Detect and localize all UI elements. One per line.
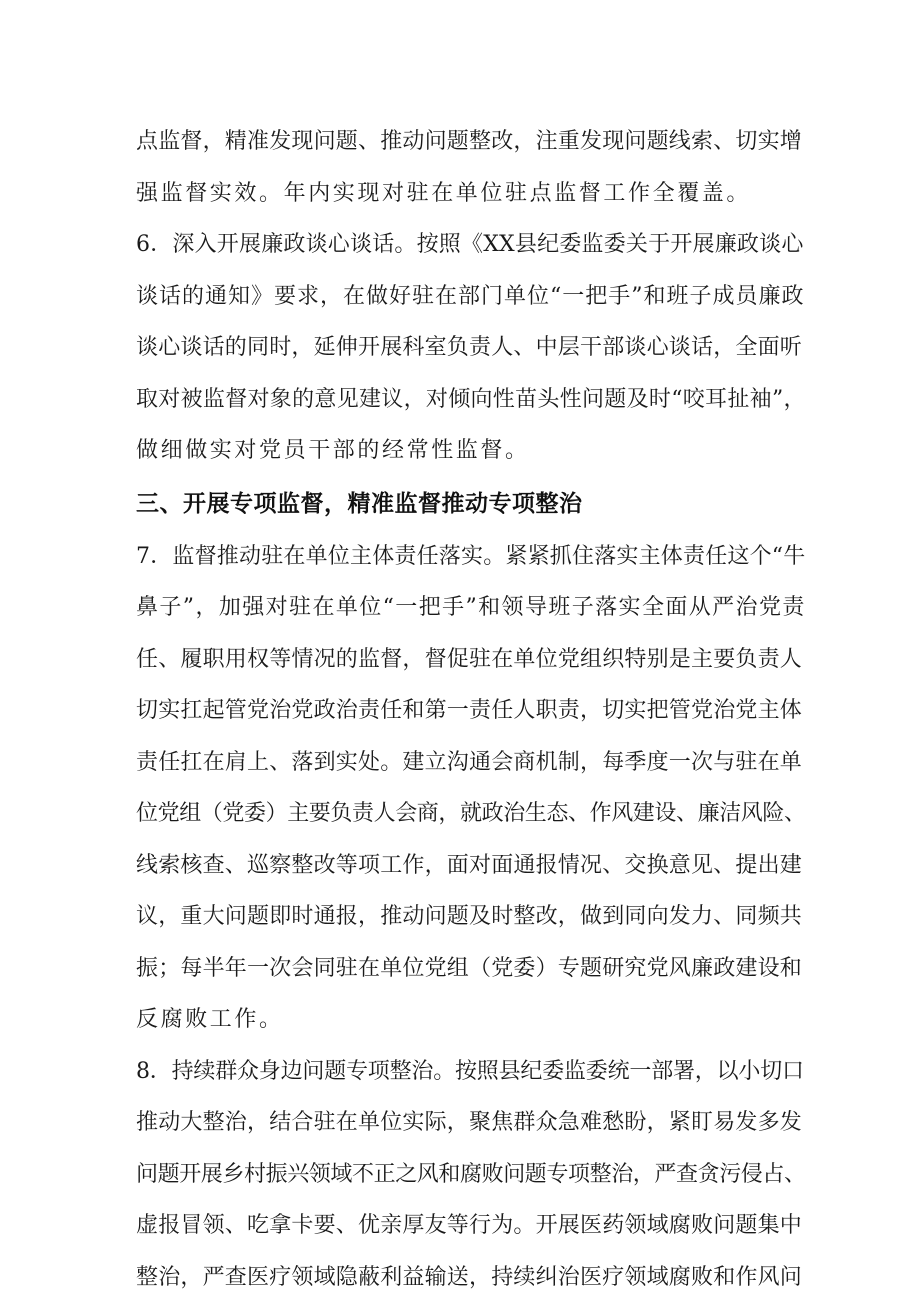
- section-heading: 三、开展专项监督，精准监督推动专项整治: [136, 477, 806, 531]
- text-line: 取对被监督对象的意见建议，对倾向性苗头性问题及时“咬耳扯袖”，: [136, 374, 806, 426]
- paragraph-continued: [136, 116, 806, 219]
- text-line: 问题开展乡村振兴领域不正之风和腐败问题专项整治，严查贪污侵占、: [136, 1149, 806, 1201]
- document-body: [136, 116, 806, 1303]
- text-line: 虚报冒领、吃拿卡要、优亲厚友等行为。开展医药领域腐败问题集中: [136, 1200, 806, 1252]
- text-line: 切实扛起管党治党政治责任和第一责任人职责，切实把管党治党主体: [136, 685, 806, 737]
- text-line: 推动大整治，结合驻在单位实际，聚焦群众急难愁盼，紧盯易发多发: [136, 1097, 806, 1149]
- text-line: 7．监督推动驻在单位主体责任落实。紧紧抓住落实主体责任这个“牛: [136, 531, 806, 583]
- text-line: 点监督，精准发现问题、推动问题整改，注重发现问题线索、切实增: [136, 116, 806, 168]
- text-line: 位党组（党委）主要负责人会商，就政治生态、作风建设、廉洁风险、: [136, 788, 806, 840]
- text-line: 振；每半年一次会同驻在单位党组（党委）专题研究党风廉政建设和: [136, 943, 806, 995]
- text-line: 责任扛在肩上、落到实处。建立沟通会商机制，每季度一次与驻在单: [136, 737, 806, 789]
- text-line: 6．深入开展廉政谈心谈话。按照《XX县纪委监委关于开展廉政谈心: [136, 219, 806, 271]
- paragraph-item-8: [136, 1046, 806, 1303]
- text-line: 谈话的通知》要求，在做好驻在部门单位“一把手”和班子成员廉政: [136, 271, 806, 323]
- text-line: 鼻子”，加强对驻在单位“一把手”和领导班子落实全面从严治党责: [136, 582, 806, 634]
- text-line: 整治，严查医疗领域隐蔽利益输送，持续纠治医疗领域腐败和作风问: [136, 1252, 806, 1303]
- text-line: 线索核查、巡察整改等项工作，面对面通报情况、交换意见、提出建: [136, 840, 806, 892]
- text-line: 做细做实对党员干部的经常性监督。: [136, 425, 806, 477]
- text-line: 反腐败工作。: [136, 994, 806, 1046]
- text-line: 8．持续群众身边问题专项整治。按照县纪委监委统一部署，以小切口: [136, 1046, 806, 1098]
- paragraph-item-7: [136, 531, 806, 1046]
- text-line: 谈心谈话的同时，延伸开展科室负责人、中层干部谈心谈话，全面听: [136, 322, 806, 374]
- paragraph-item-6: [136, 219, 806, 477]
- text-line: 任、履职用权等情况的监督，督促驻在单位党组织特别是主要负责人: [136, 634, 806, 686]
- text-line: 强监督实效。年内实现对驻在单位驻点监督工作全覆盖。: [136, 168, 806, 220]
- text-line: 议，重大问题即时通报，推动问题及时整改，做到同向发力、同频共: [136, 891, 806, 943]
